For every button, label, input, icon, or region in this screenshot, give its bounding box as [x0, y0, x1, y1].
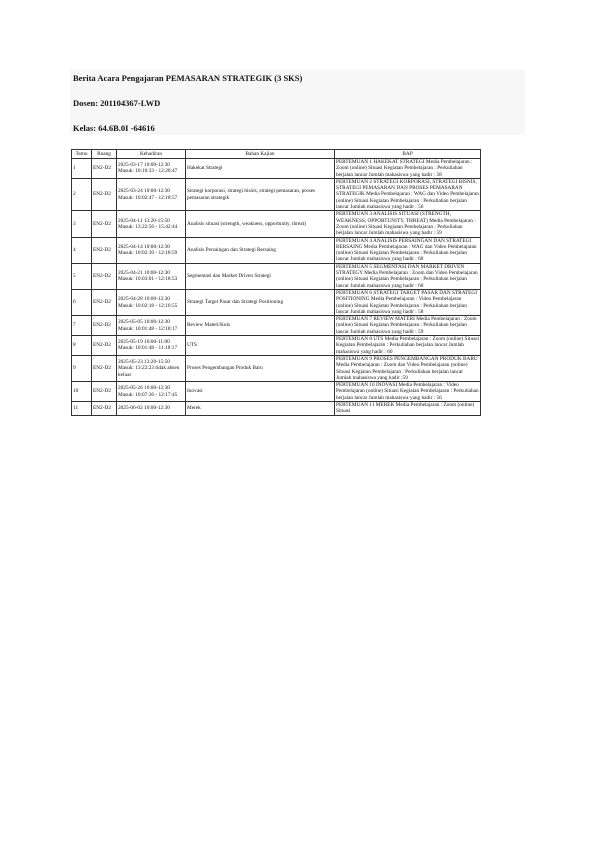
cell-kehadiran: 2025-04-14 10:00-12:30 Masuk: 10:02:10 - 12:18:59	[117, 237, 186, 263]
cell-ruang: EN2-D2	[92, 289, 117, 315]
cell-kehadiran: 2025-05-23 13:20-15:50 Masuk: 13:22:23 tidak absen keluar	[117, 355, 186, 381]
cell-ruang: EN2-D2	[92, 336, 117, 356]
table-row	[72, 355, 481, 381]
cell-bap: PERTEMUAN 11 MEREK Media Pembelajaran : Zoom (online) Situasi	[335, 401, 481, 415]
cell-bap: PERTEMUAN 6 STRATEGI TARGET PASAR DAN STRATEGI POSITIONING Media Pembelajaran : Video Pembelajaran (online) Situasi Kegiatan Pembelajaran : Perkuliahan berjalan lancar Jumlah mahasiswa yang hadir : 58	[335, 289, 481, 315]
class-label: Kelas: 64.6B.0I -64616	[73, 123, 155, 133]
cell-bahan-kajian: Analisis Persaingan dan Strategi Bersaing	[186, 237, 335, 263]
document-title: Berita Acara Pengajaran PEMASARAN STRATEGIK (3 SKS)	[73, 73, 303, 83]
cell-temu: 8	[72, 336, 92, 356]
cell-temu: 11	[72, 401, 92, 415]
cell-temu: 7	[72, 316, 92, 336]
cell-ruang: EN2-D2	[92, 237, 117, 263]
column-header-ruang: Ruang	[92, 150, 117, 159]
cell-bahan-kajian: Segmentasi dan Market Driven Strategi	[186, 263, 335, 289]
cell-ruang: EN2-D2	[92, 159, 117, 179]
cell-ruang: EN2-D2	[92, 178, 117, 210]
cell-temu: 4	[72, 237, 92, 263]
table-row	[72, 382, 481, 402]
table-row	[72, 263, 481, 289]
table-row	[72, 316, 481, 336]
table-row	[72, 336, 481, 356]
cell-kehadiran: 2025-05-19 10:00-11:00 Masuk: 10:01:48 - 11:18:17	[117, 336, 186, 356]
cell-bahan-kajian: UTS	[186, 336, 335, 356]
cell-bahan-kajian: Review Materi/Kuis	[186, 316, 335, 336]
cell-bap: PERTEMUAN 10 INOVASI Media Pembelajaran : Video Pembelajaran (online) Situasi Kegiatan Pembelajaran : Perkuliahan berjalan lancar Jumlah mahasiswa yang hadir : 56	[336, 382, 479, 401]
cell-temu: 3	[72, 211, 92, 237]
cell-temu: 9	[72, 355, 92, 381]
cell-kehadiran: 2025-04-28 10:00-12:30 Masuk: 10:02:18 - 12:16:55	[117, 289, 186, 315]
cell-bap: PERTEMUAN 1 HAKEKAT STRATEGI Media Pembelajaran : Zoom (online) Situasi Kegiatan Pembelajaran : Perkuliahan berjalan lancar Jumlah mahasiswa yang hadir : 58	[335, 159, 481, 179]
cell-kehadiran: 2025-04-11 13:20-15:50 Masuk: 13:22:56 - 15:42:44	[117, 211, 186, 237]
cell-bahan-kajian: Merek	[186, 401, 335, 415]
column-header-temu: Temu	[72, 150, 92, 159]
table-row	[72, 159, 481, 179]
cell-bahan-kajian: Strategi Target Pasar dan Strategi Positioning	[186, 289, 335, 315]
cell-temu: 1	[72, 159, 92, 179]
document-header	[70, 70, 525, 135]
cell-temu: 5	[72, 263, 92, 289]
cell-temu: 2	[72, 178, 92, 210]
cell-kehadiran: 2025-04-21 10:00-12:30 Masuk: 10:03:01 - 12:18:53	[117, 263, 186, 289]
cell-bap: PERTEMUAN 9 PROSES PENGEMBANGAN PRODUK BARU Media Pembelajaran : Zoom dan Video Pembelajaran (online) Situasi Kegiatan Pembelajaran : Perkuliahan berjalan lancar Jumlah mahasiswa yang hadir :59	[335, 355, 481, 381]
cell-ruang: EN2-D2	[92, 316, 117, 336]
column-header-bap: BAP	[335, 150, 481, 159]
table-row	[72, 289, 481, 315]
cell-ruang: EN2-D2	[92, 263, 117, 289]
table-row	[72, 401, 481, 415]
cell-ruang: EN2-D2	[92, 382, 117, 402]
cell-kehadiran: 2025-03-17 10:00-12:30 Masuk: 10:10:33 - 12:20:47	[117, 159, 186, 179]
cell-bap: PERTEMUAN 4 ANALISIS PERSAINGAN DAN STRATEGI BERSAING Media Pembelajaran : WAG dan Video Pembelajaran (online) Situasi Kegiatan Pembelajaran : Perkuliahan berjalan lancar Jumlah mahasiswa yang hadir : 60	[335, 237, 481, 263]
cell-kehadiran: 2025-03-24 10:00-12:30 Masuk: 10:02:47 - 12:18:57	[117, 178, 186, 210]
table-header-row	[72, 150, 481, 159]
cell-temu: 6	[72, 289, 92, 315]
column-header-bahan-kajian: Bahan Kajian	[186, 150, 335, 159]
cell-bahan-kajian: Strategi korporasi, strategi bisnis, strategi pemasaran, proses pemasaran strategik	[186, 178, 335, 210]
table-row	[72, 237, 481, 263]
cell-bahan-kajian: Proses Pengembangan Produk Baru	[186, 355, 335, 381]
table-row	[72, 211, 481, 237]
attendance-table	[71, 149, 481, 416]
cell-ruang: EN2-D2	[92, 355, 117, 381]
cell-bap: PERTEMUAN 5 SEGMENTASI DAN MARKET DRIVEN STRATEGY Media Pembelajaran : Zoom dan Video Pembelajaran (online) Situasi Kegiatan Pembelajaran : Perkuliahan berjalan lancar Jumlah mahasiswa yang hadir : 60	[335, 263, 481, 289]
cell-kehadiran: 2025-05-05 10:00-12:30 Masuk: 10:01:48 - 12:18:17	[117, 316, 186, 336]
cell-bap: PERTEMUAN 7 REVIEW MATERI Media Pembelajaran : Zoom (online) Situasi Kegiatan Pembelajaran : Perkuliahan berjalan lancar Jumlah mahasiswa yang hadir : 59	[335, 316, 481, 336]
cell-temu: 10	[72, 382, 92, 402]
cell-bap: PERTEMUAN 2 STRATEGI KORPORASI, STRATEGI BISNIS, STRATEGI PEMASARAN DAN PROSES PEMASARAN STRATEGIK Media Pembelajaran : WAG dan Video Pembelajaran (online) Situasi Kegiatan Pembelajaran : Perkuliahan berjalan lancar Jumlah mahasiswa yang hadir : 56	[336, 178, 479, 211]
cell-kehadiran: 2025-05-26 10:00-12:30 Masuk: 10:07:36 - 12:17:45	[117, 382, 186, 402]
lecturer-label: Dosen: 201104367-LWD	[73, 98, 161, 108]
cell-kehadiran: 2025-06-02 10:00-12:30	[117, 401, 186, 415]
cell-bahan-kajian: Analisis situasi (strength, weakness, opportunity, threat)	[186, 211, 335, 237]
column-header-kehadiran: Kehadiran	[117, 150, 186, 159]
cell-bahan-kajian: Hakekat Strategi	[186, 159, 335, 179]
cell-bahan-kajian: Inovasi	[186, 382, 335, 402]
cell-ruang: EN2-D2	[92, 211, 117, 237]
table-row	[72, 178, 481, 210]
cell-bap: PERTEMUAN 3 ANALISIS SITUASI (STRENGTH, WEAKNESS, OPPORTUNITY, THREAT) Media Pembelajaran : Zoom (online) Situasi Kegiatan Pembelajaran : Perkuliahan berjalan lancar Jumlah mahasiswa yang hadir : 59	[335, 211, 481, 237]
cell-ruang: EN2-D2	[92, 401, 117, 415]
cell-bap: PERTEMUAN 8 UTS Media Pembelajaran : Zoom (online) Situasi Kegiatan Pembelajaran : Perkuliahan berjalan lancar Jumlah mahasiswa yang hadir : 60	[336, 336, 479, 355]
